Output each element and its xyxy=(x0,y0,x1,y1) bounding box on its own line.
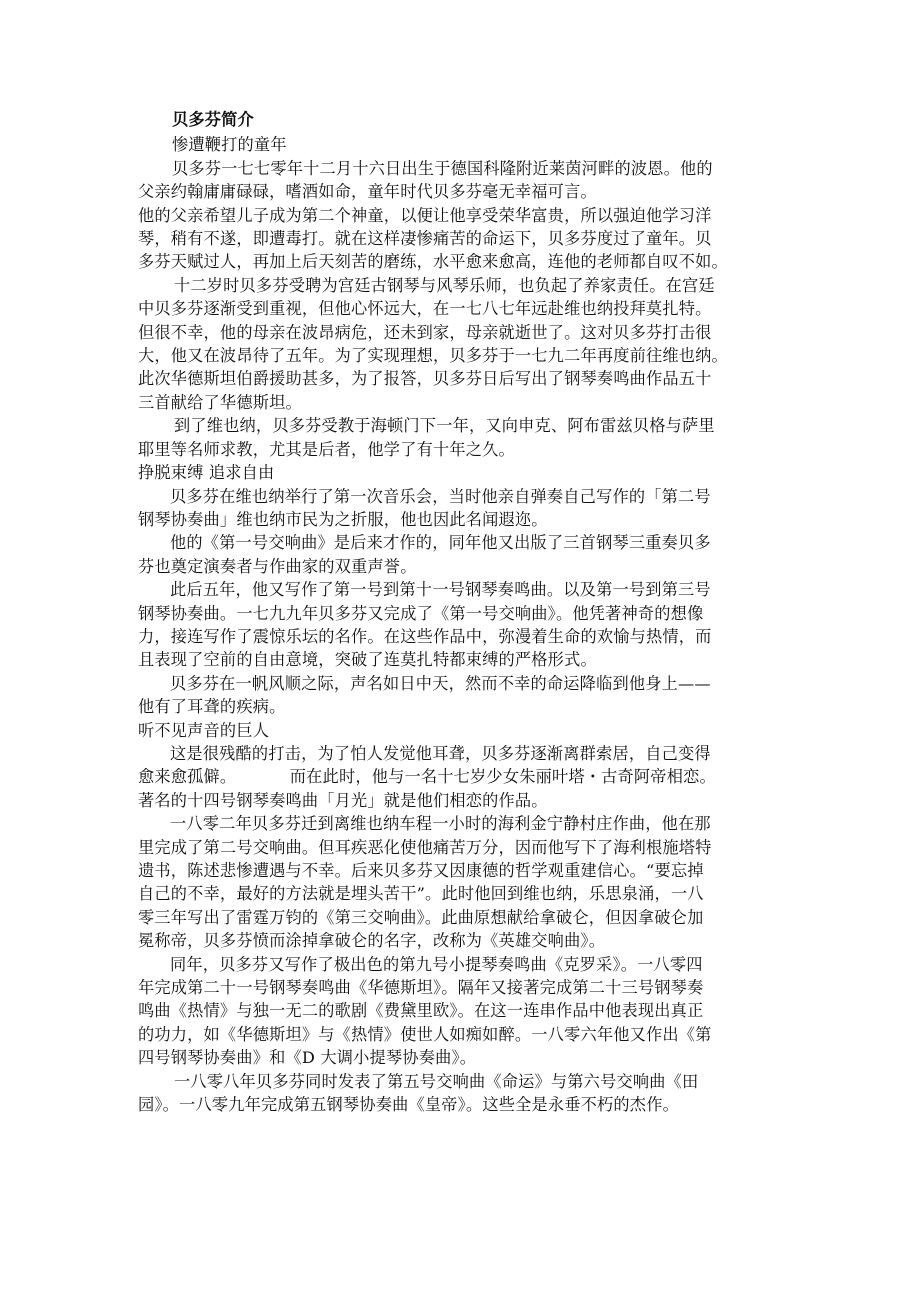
paragraph-line: 愈来愈孤僻。 而在此时，他与一名十七岁少女朱丽叶塔・古奇阿帝相恋。 xyxy=(138,767,716,787)
paragraph-line: 三首献给了华德斯坦。 xyxy=(138,392,302,412)
paragraph-line: 他的《第一号交响曲》是后来才作的，同年他又出版了三首钢琴三重奏贝多 xyxy=(170,533,711,553)
section-heading: 惨遭鞭打的童年 xyxy=(172,135,287,155)
paragraph-line: 里完成了第二号交响曲。但耳疾恶化使他痛苦万分，因而他写下了海利根施塔特 xyxy=(138,837,712,857)
document-title: 贝多芬简介 xyxy=(172,110,254,129)
section-heading: 听不见声音的巨人 xyxy=(138,720,270,740)
paragraph-line: 年完成第二十一号钢琴奏鸣曲《华德斯坦》。隔年又接著完成第二十三号钢琴奏 xyxy=(138,978,704,998)
paragraph-line: 贝多芬一七七零年十二月十六日出生于德国科隆附近莱茵河畔的波恩。他的 xyxy=(172,158,713,178)
paragraph-line: 冕称帝，贝多芬愤而涂掉拿破仑的名字，改称为《英雄交响曲》。 xyxy=(138,931,606,951)
paragraph-line: 园》。一八零九年完成第五钢琴协奏曲《皇帝》。这些全是永垂不朽的杰作。 xyxy=(138,1095,679,1115)
paragraph-line: 力，接连写作了震惊乐坛的名作。在这些作品中，弥漫着生命的欢愉与热情，而 xyxy=(138,626,712,646)
paragraph-line: 同年，贝多芬又写作了极出色的第九号小提琴奏鸣曲《克罗采》。一八零四 xyxy=(170,954,703,974)
paragraph-line: 零三年写出了雷霆万钧的《第三交响曲》。此曲原想献给拿破仑，但因拿破仑加 xyxy=(138,907,704,927)
paragraph-line: 父亲约翰庸庸碌碌，嗜酒如命，童年时代贝多芬毫无幸福可言。 xyxy=(138,182,597,202)
paragraph-line: 钢琴协奏曲。一七九九年贝多芬又完成了《第一号交响曲》。他凭著神奇的想像 xyxy=(138,603,704,623)
paragraph-line: 中贝多芬逐渐受到重视，但他心怀远大，在一七八七年远赴维也纳投拜莫扎特。 xyxy=(138,299,712,319)
paragraph-line: 此后五年，他又写作了第一号到第十一号钢琴奏鸣曲。以及第一号到第三号 xyxy=(170,580,711,600)
paragraph-line: 大，他又在波昂待了五年。为了实现理想，贝多芬于一七九二年再度前往维也纳。 xyxy=(138,346,728,366)
paragraph-line: 钢琴协奏曲」维也纳市民为之折服，他也因此名闻遐迩。 xyxy=(138,509,548,529)
paragraph-line: 到了维也纳，贝多芬受教于海顿门下一年，又向申克、阿布雷兹贝格与萨里 xyxy=(174,416,715,436)
paragraph-line: 琴，稍有不遂，即遭毒打。就在这样凄惨痛苦的命运下，贝多芬度过了童年。贝 xyxy=(138,229,712,249)
paragraph-line: 自己的不幸，最好的方法就是埋头苦干”。此时他回到维也纳，乐思泉涌，一八 xyxy=(138,884,704,904)
paragraph-line: 但很不幸，他的母亲在波昂病危，还未到家，母亲就逝世了。这对贝多芬打击很 xyxy=(138,322,712,342)
paragraph-line: 贝多芬在一帆风顺之际，声名如日中天，然而不幸的命运降临到他身上—— xyxy=(170,673,711,693)
document-page xyxy=(138,108,786,1116)
paragraph-line: 鸣曲《热情》与独一无二的歌剧《费黛里欧》。在这一连串作品中他表现出真正 xyxy=(138,1001,704,1021)
section-heading: 挣脱束缚 追求自由 xyxy=(138,463,275,483)
paragraph-line: 且表现了空前的自由意境，突破了连莫扎特都束缚的严格形式。 xyxy=(138,650,597,670)
paragraph-line: 的功力，如《华德斯坦》与《热情》使世人如痴如醉。一八零六年他又作出《第 xyxy=(138,1024,712,1044)
paragraph-line: 此次华德斯坦伯爵援助甚多，为了报答，贝多芬日后写出了钢琴奏鸣曲作品五十 xyxy=(138,369,712,389)
paragraph-line: 遗书，陈述悲惨遭遇与不幸。后来贝多芬又因康德的哲学观重建信心。“要忘掉 xyxy=(138,861,704,880)
paragraph-line: 多芬天赋过人，再加上后天刻苦的磨练，水平愈来愈高，连他的老师都自叹不如。 xyxy=(138,252,728,272)
paragraph-line: 著名的十四号钢琴奏鸣曲「月光」就是他们相恋的作品。 xyxy=(138,790,548,810)
paragraph-line: 耶里等名师求教，尤其是后者，他学了有十年之久。 xyxy=(138,439,515,459)
paragraph-line: 贝多芬在维也纳举行了第一次音乐会，当时他亲自弹奏自己写作的「第二号 xyxy=(170,486,711,506)
paragraph-line: 他的父亲希望儿子成为第二个神童，以便让他享受荣华富贵，所以强迫他学习洋 xyxy=(138,205,712,225)
paragraph-line: 芬也奠定演奏者与作曲家的双重声誉。 xyxy=(138,556,417,576)
paragraph-line: 十二岁时贝多芬受聘为宫廷古钢琴与风琴乐师，也负起了养家责任。在宫廷 xyxy=(174,275,715,295)
paragraph-line: 四号钢琴协奏曲》和《D 大调小提琴协奏曲》。 xyxy=(138,1048,477,1068)
paragraph-line: 这是很残酷的打击，为了怕人发觉他耳聋，贝多芬逐渐离群索居，自己变得 xyxy=(170,743,711,763)
paragraph-line: 一八零八年贝多芬同时发表了第五号交响曲《命运》与第六号交响曲《田 xyxy=(174,1071,699,1091)
paragraph-line: 一八零二年贝多芬迁到离维也纳车程一小时的海利金宁静村庄作曲，他在那 xyxy=(170,814,711,834)
paragraph-line: 他有了耳聋的疾病。 xyxy=(138,697,286,717)
